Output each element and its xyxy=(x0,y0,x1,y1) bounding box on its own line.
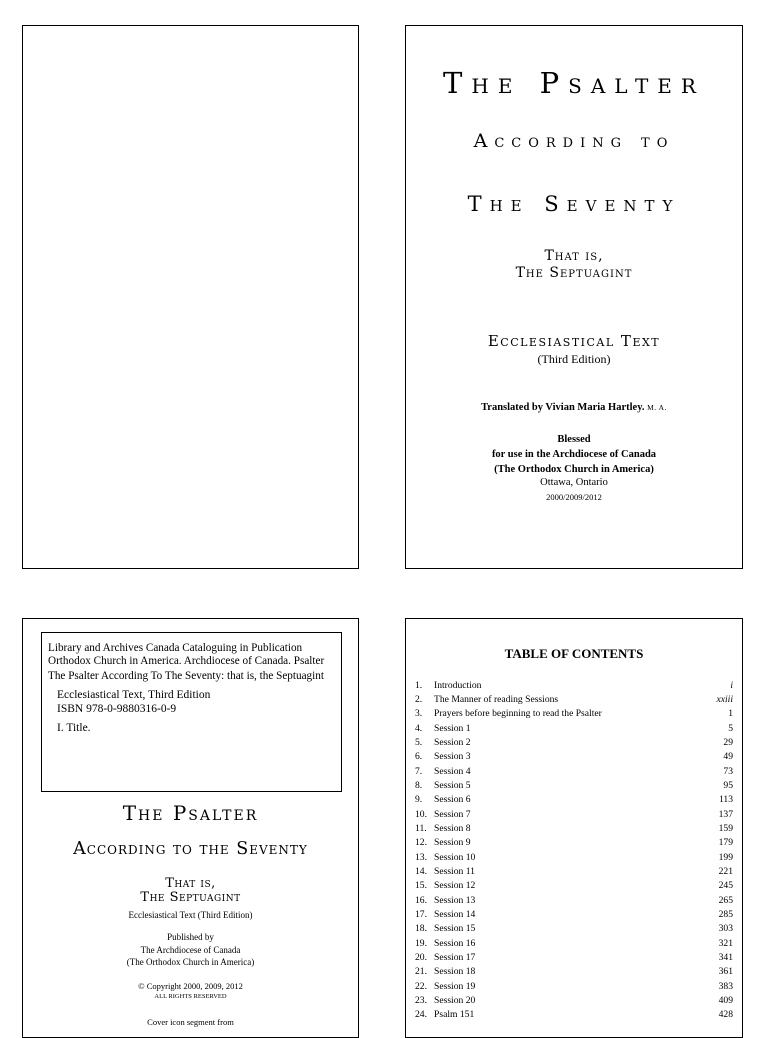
toc-entry-number: 4. xyxy=(415,722,423,734)
toc-entry[interactable] xyxy=(415,778,733,792)
toc-entry[interactable] xyxy=(415,793,733,807)
toc-entry-number: 6. xyxy=(415,751,423,763)
toc-entry-number: 23. xyxy=(415,994,427,1006)
toc-entry[interactable] xyxy=(415,922,733,936)
translator-degree: M. A. xyxy=(647,403,667,412)
blessing-block xyxy=(406,432,742,477)
toc-entry-page: 137 xyxy=(718,808,733,820)
toc-entry-number: 24. xyxy=(415,1009,427,1021)
toc-entry[interactable] xyxy=(415,993,733,1007)
toc-entry-label: Session 19 xyxy=(434,980,476,992)
toc-entry[interactable] xyxy=(415,965,733,979)
toc-entry-label: Session 1 xyxy=(434,722,471,734)
toc-entry-label: Session 11 xyxy=(434,865,475,877)
toc-entry-number: 15. xyxy=(415,880,427,892)
toc-entry-number: 10. xyxy=(415,808,427,820)
toc-entry-number: 16. xyxy=(415,894,427,906)
toc-entry-label: Prayers before beginning to read the Psalter xyxy=(434,708,602,720)
toc-entry[interactable] xyxy=(415,721,733,735)
rights-line: ALL RIGHTS RESERVED xyxy=(154,993,227,1000)
publisher-block xyxy=(23,931,358,969)
cip-line-2: Orthodox Church in America. Archdiocese of Canada. Psalter xyxy=(48,654,325,667)
toc-entry[interactable] xyxy=(415,864,733,878)
toc-entry-number: 5. xyxy=(415,736,423,748)
toc-entry[interactable] xyxy=(415,850,733,864)
subtitle-seventy: The Seventy xyxy=(467,192,681,216)
toc-entry-label: Session 6 xyxy=(434,794,471,806)
toc-entry[interactable] xyxy=(415,821,733,835)
toc-entry[interactable] xyxy=(415,836,733,850)
cip-line-3: The Psalter According To The Seventy: that is, the Septuagint xyxy=(48,670,324,682)
toc-entry-label: Session 12 xyxy=(434,880,476,892)
published-by: Published by xyxy=(167,932,214,942)
toc-entry[interactable] xyxy=(415,692,733,706)
toc-entry-page: 245 xyxy=(718,880,733,892)
cip-that-is-line: That is, xyxy=(165,876,216,891)
toc-entry-page: 303 xyxy=(718,923,733,935)
toc-entry[interactable] xyxy=(415,807,733,821)
publisher-name: The Archdiocese of Canada xyxy=(140,944,241,955)
toc-heading: TABLE OF CONTENTS xyxy=(504,646,644,661)
toc-entry[interactable] xyxy=(415,678,733,692)
toc-entry-number: 21. xyxy=(415,966,427,978)
toc-entry-page: 383 xyxy=(718,980,733,992)
cip-line-1: Library and Archives Canada Cataloguing in Publication xyxy=(48,642,303,654)
title-page xyxy=(405,25,743,569)
toc-entry-label: Session 16 xyxy=(434,937,476,949)
toc-entry-label: Session 15 xyxy=(434,923,476,935)
cip-title: The Psalter xyxy=(122,801,259,825)
septuagint-line: The Septuagint xyxy=(515,265,633,281)
publisher-church: (The Orthodox Church in America) xyxy=(126,957,255,967)
cip-line-6: I. Title. xyxy=(57,721,91,734)
cataloguing-page xyxy=(22,618,359,1038)
toc-page xyxy=(405,618,743,1038)
ecclesiastical-text: Ecclesiastical Text xyxy=(487,332,661,350)
translator-line xyxy=(406,402,742,413)
toc-entry-label: Session 18 xyxy=(434,966,476,978)
toc-entry-page: 199 xyxy=(718,851,733,863)
blank-page xyxy=(22,25,359,569)
toc-entry-page: 361 xyxy=(718,966,733,978)
cip-that-is xyxy=(23,877,358,905)
toc-entry-label: Session 13 xyxy=(434,894,476,906)
cip-line-4: Ecclesiastical Text, Third Edition xyxy=(57,688,211,701)
toc-entry-number: 19. xyxy=(415,937,427,949)
blessed-line: Blessed xyxy=(557,434,591,445)
toc-entry[interactable] xyxy=(415,907,733,921)
toc-entry-number: 22. xyxy=(415,980,427,992)
toc-entry-page: 1 xyxy=(728,708,733,720)
cover-credit: Cover icon segment from xyxy=(147,1017,234,1027)
toc-entry-label: Session 10 xyxy=(434,851,476,863)
toc-entry-number: 13. xyxy=(415,851,427,863)
toc-entry-label: Session 2 xyxy=(434,736,471,748)
toc-entry-label: Psalm 151 xyxy=(434,1009,475,1021)
toc-entry-number: 18. xyxy=(415,923,427,935)
toc-entry-page: 29 xyxy=(723,736,733,748)
toc-entry-page: 341 xyxy=(718,951,733,963)
years-line: 2000/2009/2012 xyxy=(546,492,602,502)
cip-edition: Ecclesiastical Text (Third Edition) xyxy=(128,910,253,920)
toc-entry-label: Session 9 xyxy=(434,837,471,849)
toc-entry-page: 221 xyxy=(718,865,733,877)
toc-entry-number: 8. xyxy=(415,779,423,791)
toc-entry-page: 159 xyxy=(718,822,733,834)
toc-entry-number: 9. xyxy=(415,794,423,806)
main-title: The Psalter xyxy=(443,66,705,100)
toc-entry-label: The Manner of reading Sessions xyxy=(434,693,559,705)
toc-entry-label: Session 14 xyxy=(434,908,476,920)
that-is-block xyxy=(406,248,742,282)
toc-entry-page: 95 xyxy=(723,779,733,791)
toc-entry-number: 11. xyxy=(415,822,427,834)
toc-entry-page: 285 xyxy=(718,908,733,920)
toc-entry-page: xxiii xyxy=(716,693,733,705)
toc-entry[interactable] xyxy=(415,879,733,893)
toc-entry[interactable] xyxy=(415,750,733,764)
that-is-line: That is, xyxy=(544,248,604,264)
toc-entry-page: 321 xyxy=(718,937,733,949)
toc-entry[interactable] xyxy=(415,950,733,964)
toc-entry-page: 73 xyxy=(723,765,733,777)
edition-label: (Third Edition) xyxy=(537,352,611,366)
toc-entry-number: 12. xyxy=(415,837,427,849)
toc-entry-label: Session 3 xyxy=(434,751,471,763)
toc-entry-number: 3. xyxy=(415,708,423,720)
toc-entry-page: 179 xyxy=(718,837,733,849)
toc-entry-number: 2. xyxy=(415,693,423,705)
toc-entry-label: Session 17 xyxy=(434,951,476,963)
toc-entry-label: Session 5 xyxy=(434,779,471,791)
toc-entry-page: 49 xyxy=(723,751,733,763)
cip-isbn: ISBN 978-0-9880316-0-9 xyxy=(57,703,177,715)
toc-entry-page: 5 xyxy=(728,722,733,734)
toc-entry-number: 14. xyxy=(415,865,427,877)
toc-entry[interactable] xyxy=(415,735,733,749)
toc-entry-number: 20. xyxy=(415,951,427,963)
toc-entry[interactable] xyxy=(415,893,733,907)
toc-entry-label: Introduction xyxy=(434,679,482,691)
toc-entry-page: 409 xyxy=(718,994,733,1006)
toc-entry[interactable] xyxy=(415,707,733,721)
toc-list xyxy=(415,678,733,1022)
copyright-line: © Copyright 2000, 2009, 2012 xyxy=(138,981,243,991)
toc-entry-page: i xyxy=(730,679,733,691)
subtitle-according: According to xyxy=(473,130,675,152)
toc-entry-number: 1. xyxy=(415,679,423,691)
cip-according: According to the Seventy xyxy=(73,839,308,859)
toc-entry-label: Session 4 xyxy=(434,765,471,777)
toc-entry-number: 7. xyxy=(415,765,423,777)
toc-entry-number: 17. xyxy=(415,908,427,920)
toc-entry[interactable] xyxy=(415,1008,733,1022)
toc-entry[interactable] xyxy=(415,979,733,993)
archdiocese-line: for use in the Archdiocese of Canada xyxy=(491,449,657,460)
translator-name: Translated by Vivian Maria Hartley. xyxy=(481,402,645,413)
cip-box xyxy=(41,632,342,792)
toc-entry-label: Session 20 xyxy=(434,994,476,1006)
toc-entry-label: Session 7 xyxy=(434,808,471,820)
toc-entry-page: 113 xyxy=(718,794,733,806)
cip-septuagint-line: The Septuagint xyxy=(140,890,241,905)
church-line: (The Orthodox Church in America) xyxy=(494,464,654,475)
toc-entry-page: 428 xyxy=(718,1009,733,1021)
place-line: Ottawa, Ontario xyxy=(540,477,608,488)
toc-entry-label: Session 8 xyxy=(434,822,471,834)
toc-entry[interactable] xyxy=(415,936,733,950)
toc-entry-page: 265 xyxy=(718,894,733,906)
toc-entry[interactable] xyxy=(415,764,733,778)
